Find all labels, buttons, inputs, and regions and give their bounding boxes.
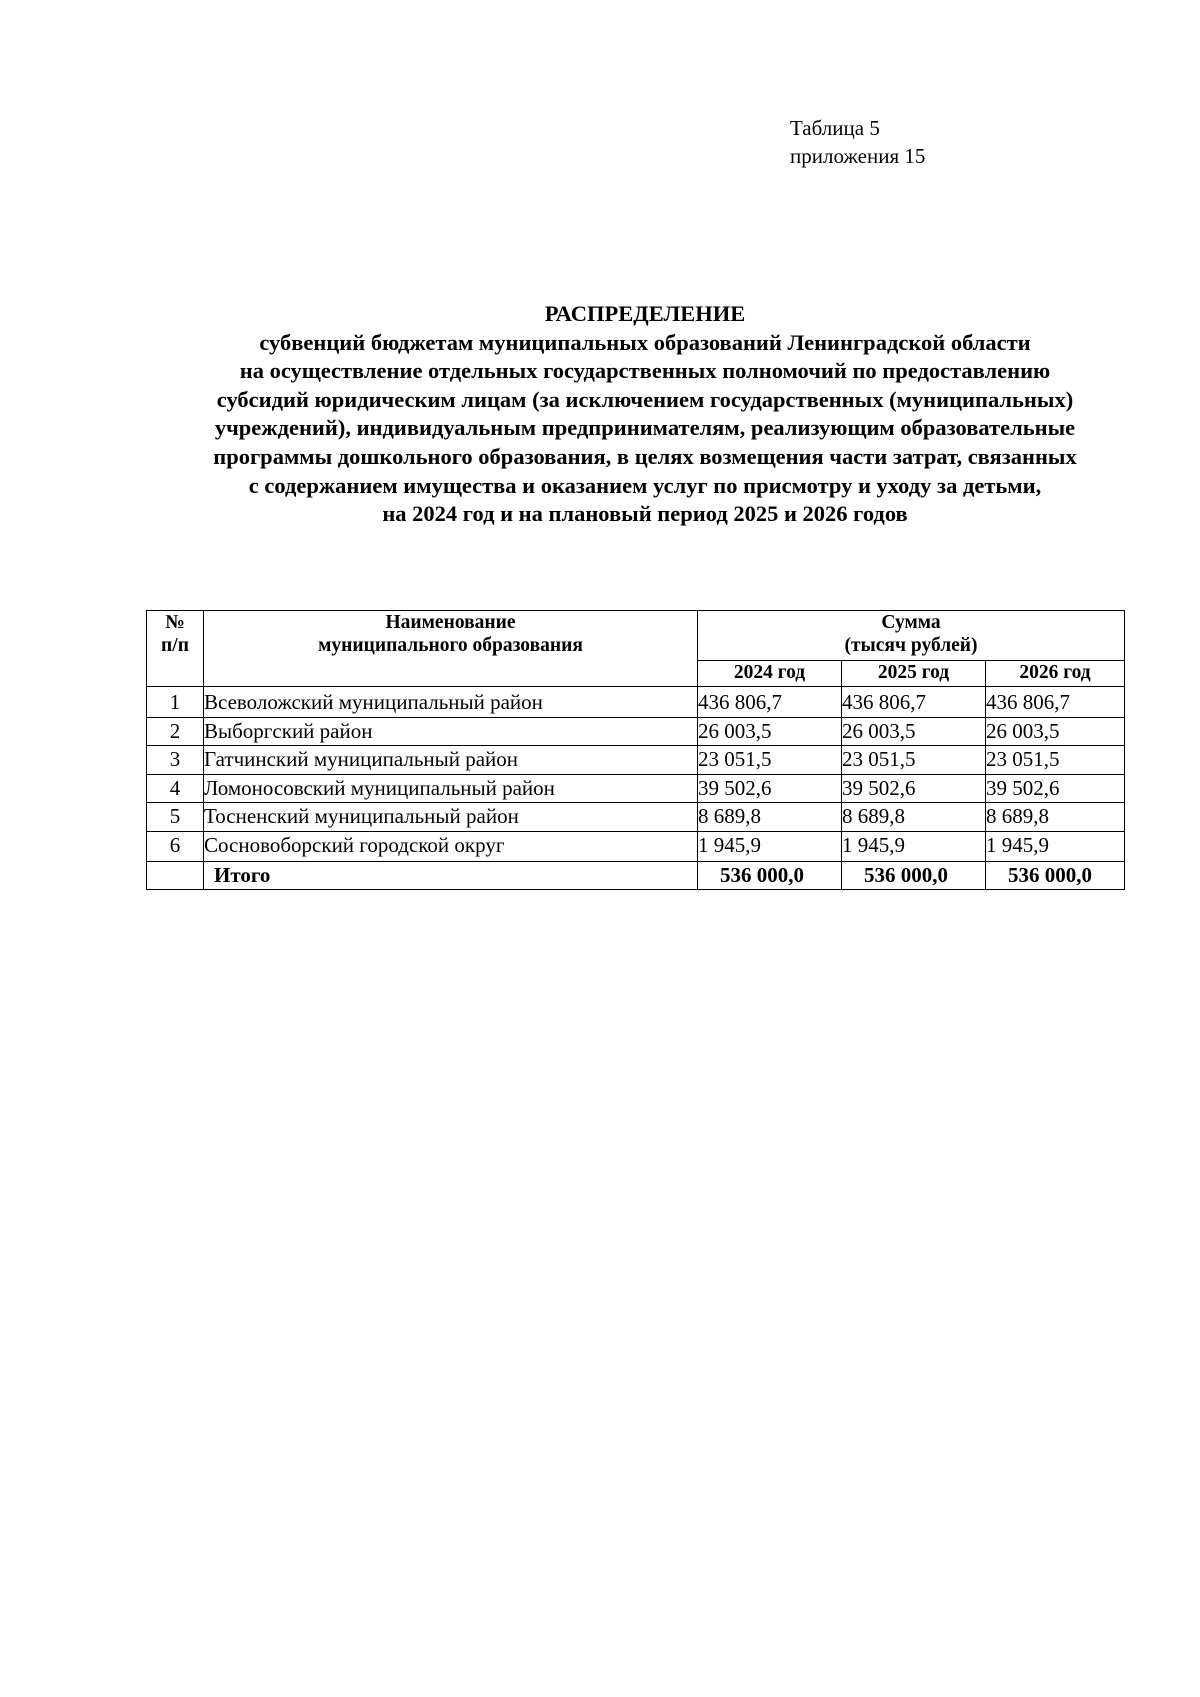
table-row: [147, 687, 1125, 718]
table-row: [147, 803, 1125, 832]
amount-2024: 436 806,7: [698, 687, 842, 718]
municipality-name: Выборгский район: [204, 717, 698, 746]
header-amount: [698, 611, 1125, 661]
row-number: 6: [147, 831, 204, 862]
amount-2025: 23 051,5: [842, 746, 986, 775]
amount-2026: 39 502,6: [986, 774, 1125, 803]
header-municipality-line2: муниципального образования: [318, 635, 583, 656]
amount-2024: 39 502,6: [698, 774, 842, 803]
header-year-2024: 2024 год: [698, 661, 842, 687]
table-row: [147, 717, 1125, 746]
heading-line: субвенций бюджетам муниципальных образований Ленинградской области: [259, 329, 1031, 355]
amount-2025: 1 945,9: [842, 831, 986, 862]
appendix-number: приложения 15: [790, 144, 926, 168]
row-number: 1: [147, 687, 204, 718]
amount-2025: 39 502,6: [842, 774, 986, 803]
amount-2024: 1 945,9: [698, 831, 842, 862]
row-number: 3: [147, 746, 204, 775]
total-2024: 536 000,0: [698, 862, 842, 890]
table-row: [147, 774, 1125, 803]
municipality-name: Гатчинский муниципальный район: [204, 746, 698, 775]
amount-2026: 26 003,5: [986, 717, 1125, 746]
header-year-2026: 2026 год: [986, 661, 1125, 687]
municipality-name: Сосновоборский городской округ: [204, 831, 698, 862]
amount-2026: 436 806,7: [986, 687, 1125, 718]
amount-2025: 436 806,7: [842, 687, 986, 718]
amount-2025: 8 689,8: [842, 803, 986, 832]
amount-2025: 26 003,5: [842, 717, 986, 746]
total-2026: 536 000,0: [986, 862, 1125, 890]
heading-line: субсидий юридическим лицам (за исключением государственных (муниципальных): [216, 386, 1074, 412]
amount-2024: 23 051,5: [698, 746, 842, 775]
heading-title: РАСПРЕДЕЛЕНИЕ: [544, 301, 746, 326]
distribution-table: [146, 610, 1125, 890]
heading-line: программы дошкольного образования, в целях возмещения части затрат, связанных: [213, 443, 1077, 469]
header-municipality: [204, 611, 698, 687]
row-number: 5: [147, 803, 204, 832]
row-number: 4: [147, 774, 204, 803]
table-reference: [790, 114, 925, 170]
total-row: [147, 862, 1125, 890]
total-label: Итого: [204, 862, 698, 890]
header-row-number: [147, 611, 204, 687]
header-amount-line1: Сумма: [881, 612, 941, 633]
header-row-number-line2: п/п: [161, 635, 189, 656]
heading-line: на осуществление отдельных государственных полномочий по предоставлению: [239, 358, 1051, 384]
total-row-number: [147, 862, 204, 890]
table-number: Таблица 5: [790, 116, 880, 140]
heading-line: с содержанием имущества и оказанием услуг по присмотру и уходу за детьми,: [248, 472, 1042, 498]
header-row-number-line1: №: [165, 612, 185, 633]
total-2025: 536 000,0: [842, 862, 986, 890]
heading-line: учреждений), индивидуальным предпринимателям, реализующим образовательные: [214, 415, 1076, 441]
amount-2024: 26 003,5: [698, 717, 842, 746]
municipality-name: Тосненский муниципальный район: [204, 803, 698, 832]
row-number: 2: [147, 717, 204, 746]
header-year-2025: 2025 год: [842, 661, 986, 687]
heading-line: на 2024 год и на плановый период 2025 и 2026 годов: [382, 501, 908, 527]
document-heading: [100, 300, 1190, 529]
amount-2026: 8 689,8: [986, 803, 1125, 832]
municipality-name: Всеволожский муниципальный район: [204, 687, 698, 718]
municipality-name: Ломоносовский муниципальный район: [204, 774, 698, 803]
table-row: [147, 831, 1125, 862]
amount-2024: 8 689,8: [698, 803, 842, 832]
header-municipality-line1: Наименование: [385, 612, 516, 633]
table-row: [147, 746, 1125, 775]
amount-2026: 23 051,5: [986, 746, 1125, 775]
header-amount-line2: (тысяч рублей): [844, 635, 978, 656]
amount-2026: 1 945,9: [986, 831, 1125, 862]
